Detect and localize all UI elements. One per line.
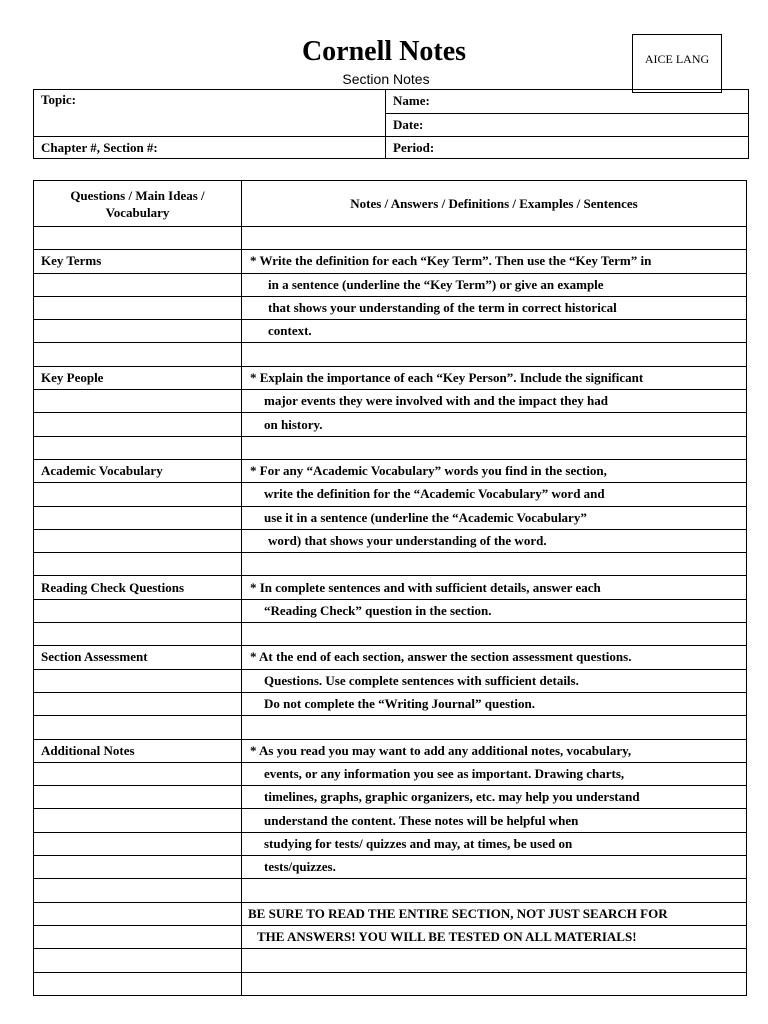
notes-cell[interactable]: * Explain the importance of each “Key Person”. Include the significant [242, 366, 747, 389]
question-cell[interactable] [34, 413, 242, 436]
notes-cell[interactable] [242, 436, 747, 459]
notes-cell[interactable]: * As you read you may want to add any additional notes, vocabulary, [242, 739, 747, 762]
table-row [34, 273, 747, 296]
notes-cell[interactable]: context. [242, 320, 747, 343]
question-cell[interactable] [34, 692, 242, 715]
table-row [34, 506, 747, 529]
notes-cell[interactable]: BE SURE TO READ THE ENTIRE SECTION, NOT JUST SEARCH FOR [242, 902, 747, 925]
table-row [34, 716, 747, 739]
question-cell[interactable] [34, 972, 242, 995]
question-cell[interactable]: Section Assessment [34, 646, 242, 669]
question-cell[interactable] [34, 296, 242, 319]
table-row [34, 879, 747, 902]
notes-cell[interactable]: “Reading Check” question in the section. [242, 599, 747, 622]
notes-cell[interactable]: * At the end of each section, answer the section assessment questions. [242, 646, 747, 669]
question-cell[interactable] [34, 599, 242, 622]
table-row [34, 436, 747, 459]
notes-cell[interactable] [242, 949, 747, 972]
notes-cell[interactable] [242, 716, 747, 739]
question-cell[interactable]: Key People [34, 366, 242, 389]
question-cell[interactable] [34, 320, 242, 343]
question-cell[interactable] [34, 436, 242, 459]
notes-cell[interactable] [242, 972, 747, 995]
question-cell[interactable] [34, 879, 242, 902]
date-field[interactable]: Date: [386, 113, 749, 137]
page-title: Cornell Notes [301, 36, 467, 67]
table-row [34, 227, 747, 250]
question-cell[interactable]: Additional Notes [34, 739, 242, 762]
question-cell[interactable] [34, 716, 242, 739]
table-row [34, 949, 747, 972]
notes-cell[interactable]: * For any “Academic Vocabulary” words you find in the section, [242, 459, 747, 482]
notes-cell[interactable] [242, 227, 747, 250]
notes-cell[interactable]: timelines, graphs, graphic organizers, etc. may help you understand [242, 786, 747, 809]
notes-cell[interactable]: events, or any information you see as important. Drawing charts, [242, 762, 747, 785]
notes-cell[interactable]: word) that shows your understanding of the word. [242, 529, 747, 552]
table-row [34, 553, 747, 576]
notes-cell[interactable]: major events they were involved with and the impact they had [242, 390, 747, 413]
question-cell[interactable] [34, 809, 242, 832]
question-cell[interactable] [34, 483, 242, 506]
notes-cell[interactable]: write the definition for the “Academic Vocabulary” word and [242, 483, 747, 506]
question-cell[interactable] [34, 623, 242, 646]
question-cell[interactable]: Reading Check Questions [34, 576, 242, 599]
table-row [34, 762, 747, 785]
question-cell[interactable] [34, 553, 242, 576]
question-cell[interactable] [34, 343, 242, 366]
notes-cell[interactable]: Do not complete the “Writing Journal” question. [242, 692, 747, 715]
course-label-box: AICE LANG [632, 34, 722, 93]
questions-column-header: Questions / Main Ideas / Vocabulary [34, 181, 242, 227]
notes-cell[interactable]: * In complete sentences and with sufficient details, answer each [242, 576, 747, 599]
question-cell[interactable] [34, 273, 242, 296]
table-row [34, 646, 747, 669]
question-cell[interactable] [34, 786, 242, 809]
table-row [34, 623, 747, 646]
student-info-table [33, 89, 749, 159]
notes-cell[interactable]: studying for tests/ quizzes and may, at times, be used on [242, 832, 747, 855]
table-row [34, 529, 747, 552]
table-row [34, 856, 747, 879]
period-field[interactable]: Period: [386, 137, 749, 159]
table-row [34, 459, 747, 482]
table-row [34, 786, 747, 809]
notes-column-header: Notes / Answers / Definitions / Examples / Sentences [242, 181, 747, 227]
table-row [34, 809, 747, 832]
question-cell[interactable] [34, 902, 242, 925]
question-cell[interactable] [34, 529, 242, 552]
notes-cell[interactable] [242, 343, 747, 366]
table-row [34, 343, 747, 366]
table-row [34, 483, 747, 506]
question-cell[interactable] [34, 669, 242, 692]
table-row [34, 576, 747, 599]
notes-cell[interactable]: in a sentence (underline the “Key Term”) or give an example [242, 273, 747, 296]
notes-cell[interactable]: that shows your understanding of the term in correct historical [242, 296, 747, 319]
question-cell[interactable] [34, 856, 242, 879]
table-row [34, 413, 747, 436]
cornell-notes-table [33, 180, 747, 996]
question-cell[interactable] [34, 762, 242, 785]
notes-cell[interactable]: use it in a sentence (underline the “Academic Vocabulary” [242, 506, 747, 529]
notes-cell[interactable] [242, 879, 747, 902]
notes-cell[interactable]: on history. [242, 413, 747, 436]
question-cell[interactable] [34, 949, 242, 972]
question-cell[interactable] [34, 925, 242, 948]
topic-field[interactable]: Topic: [34, 90, 386, 137]
notes-cell[interactable]: * Write the definition for each “Key Term”. Then use the “Key Term” in [242, 250, 747, 273]
notes-cell[interactable] [242, 623, 747, 646]
question-cell[interactable] [34, 506, 242, 529]
notes-cell[interactable]: tests/quizzes. [242, 856, 747, 879]
question-cell[interactable] [34, 227, 242, 250]
question-cell[interactable]: Key Terms [34, 250, 242, 273]
question-cell[interactable]: Academic Vocabulary [34, 459, 242, 482]
chapter-section-field[interactable]: Chapter #, Section #: [34, 137, 386, 159]
table-row [34, 599, 747, 622]
table-row [34, 692, 747, 715]
table-row [34, 972, 747, 995]
page-subtitle: Section Notes [342, 71, 430, 87]
table-row [34, 925, 747, 948]
table-row [34, 320, 747, 343]
notes-cell[interactable]: THE ANSWERS! YOU WILL BE TESTED ON ALL MATERIALS! [242, 925, 747, 948]
table-row [34, 832, 747, 855]
table-row [34, 902, 747, 925]
name-field[interactable]: Name: [386, 90, 749, 114]
notes-cell[interactable]: understand the content. These notes will be helpful when [242, 809, 747, 832]
question-cell[interactable] [34, 390, 242, 413]
question-cell[interactable] [34, 832, 242, 855]
table-row [34, 739, 747, 762]
notes-cell[interactable]: Questions. Use complete sentences with sufficient details. [242, 669, 747, 692]
table-row [34, 250, 747, 273]
table-row [34, 390, 747, 413]
table-row [34, 296, 747, 319]
table-row [34, 366, 747, 389]
table-row [34, 669, 747, 692]
notes-cell[interactable] [242, 553, 747, 576]
